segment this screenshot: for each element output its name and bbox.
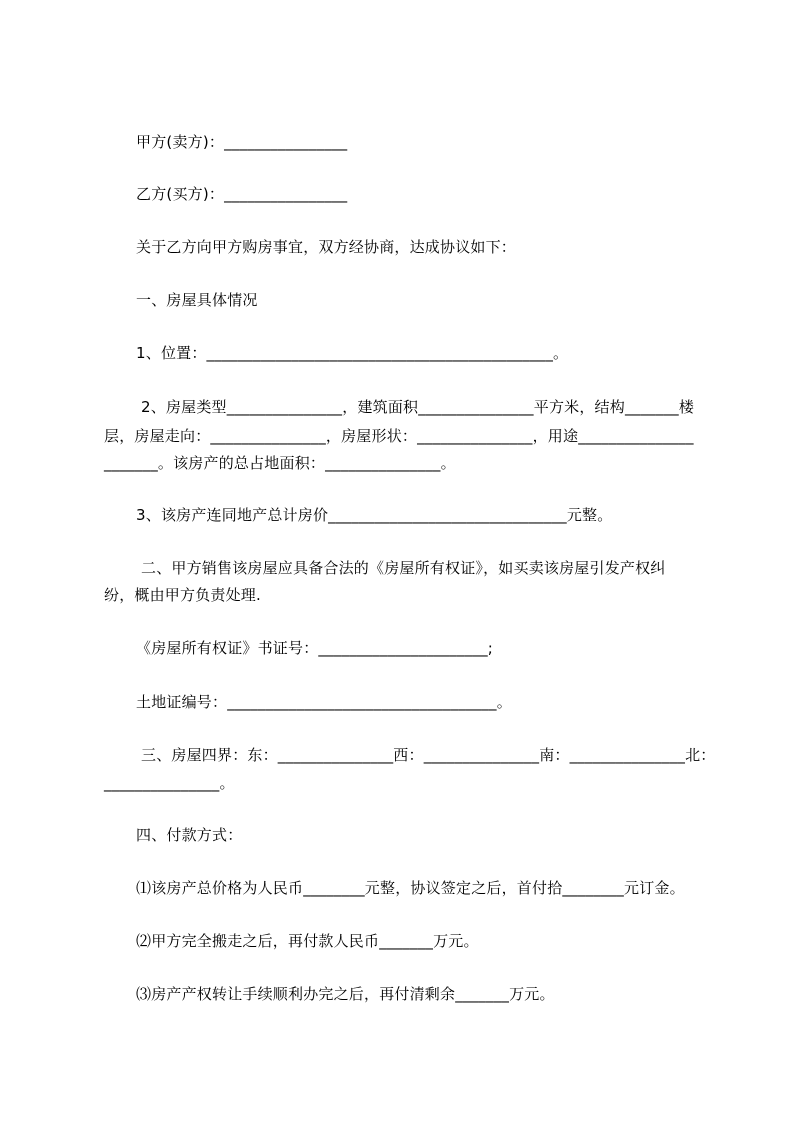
payment-2: ⑵甲方完全搬走之后，再付款人民币_______万元。 (136, 932, 479, 950)
payment-3: ⑶房产产权转让手续顺利办完之后，再付清剩余_______万元。 (136, 985, 555, 1003)
party-a-line: 甲方(卖方)：________________ (136, 133, 348, 151)
item-1-location: 1、位置：_____________________________________________。 (136, 344, 569, 362)
item-2-line-1: 2、房屋类型_______________，建筑面积_______________平方米，结构_______楼 (141, 398, 695, 416)
party-b-line: 乙方(买方)：________________ (136, 185, 348, 203)
section-3-line-2: _______________。 (104, 774, 235, 792)
item-3-price: 3、该房产连同地产总计房价_______________________________元整。 (136, 506, 613, 524)
land-cert-line: 土地证编号：___________________________________。 (136, 693, 512, 711)
section-2-line-2: 纷，概由甲方负责处理. (104, 586, 261, 604)
intro-paragraph: 关于乙方向甲方购房事宜，双方经协商，达成协议如下： (136, 238, 517, 256)
item-2-line-2: 层，房屋走向：_______________，房屋形状：_______________，用途_______________ (104, 427, 694, 445)
item-2-line-3: _______。该房产的总占地面积：_______________。 (104, 454, 456, 472)
cert-number-line: 《房屋所有权证》书证号：______________________; (136, 639, 494, 657)
section-2-line-1: 二、甲方销售该房屋应具备合法的《房屋所有权证》，如买卖该房屋引发产权纠 (141, 559, 666, 577)
section-3-line-1: 三、房屋四界：东：_______________西：_______________南：_______________北： (141, 746, 716, 764)
section-4-heading: 四、付款方式： (136, 826, 243, 844)
payment-1: ⑴该房产总价格为人民币________元整，协议签定之后，首付拾________元订金。 (136, 879, 685, 897)
section-1-heading: 一、房屋具体情况 (136, 291, 258, 309)
